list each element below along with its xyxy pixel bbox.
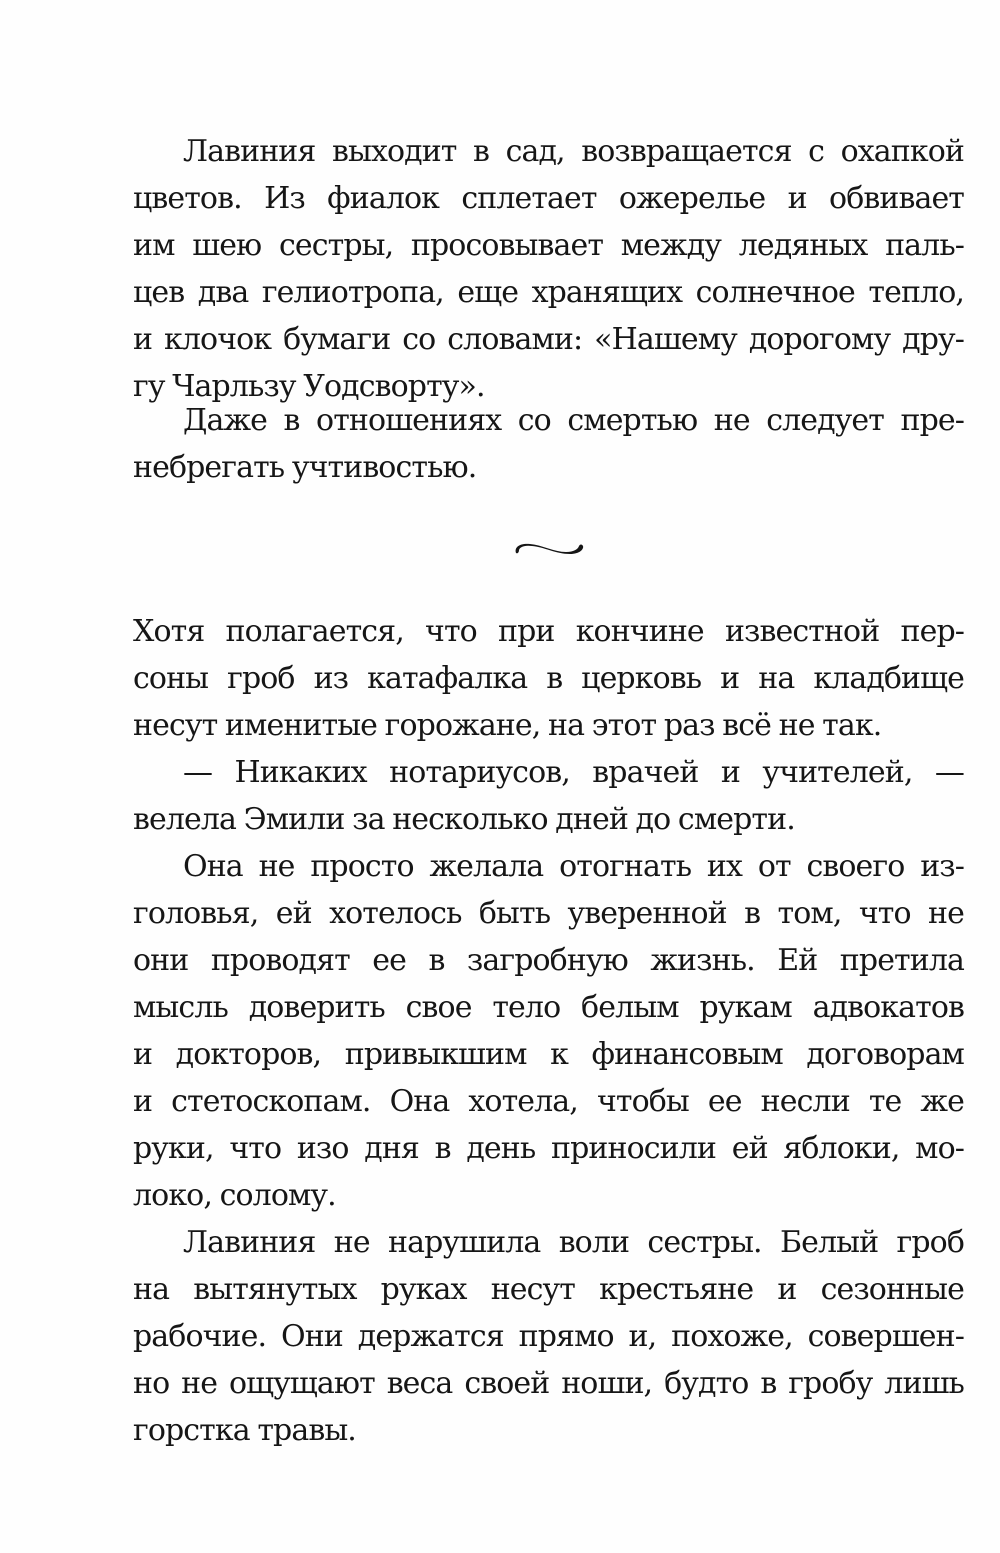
section-2 — [133, 608, 964, 1454]
text-line: руки, что изо дня в день приносили ей яблоки, мо- — [133, 1131, 964, 1166]
section-1 — [133, 128, 964, 410]
text-line: гу Чарльзу Уодсворту». — [133, 369, 485, 404]
paragraph — [133, 397, 964, 491]
text-line: рабочие. Они держатся прямо и, похоже, совершен- — [133, 1319, 964, 1354]
swash-tilde-ornament-icon — [508, 537, 588, 561]
text-line: Хотя полагается, что при кончине известной пер- — [133, 614, 964, 649]
text-line: головья, ей хотелось быть уверенной в том, что не — [133, 896, 964, 931]
text-line: велела Эмили за несколько дней до смерти. — [133, 802, 795, 837]
text-line: локо, солому. — [133, 1178, 336, 1213]
text-line: цев два гелиотропа, еще хранящих солнечное тепло, — [133, 275, 964, 310]
text-line: Лавиния не нарушила воли сестры. Белый гроб — [183, 1225, 964, 1260]
text-line: они проводят ее в загробную жизнь. Ей претила — [133, 943, 964, 978]
text-line: небрегать учтивостью. — [133, 450, 477, 485]
text-line: и докторов, привыкшим к финансовым договорам — [133, 1037, 964, 1072]
text-line: соны гроб из катафалка в церковь и на кладбище — [133, 661, 964, 696]
paragraph — [133, 843, 964, 1219]
text-line: им шею сестры, просовывает между ледяных паль- — [133, 228, 964, 263]
text-line: Она не просто желала отогнать их от своего из- — [183, 849, 964, 884]
text-line: цветов. Из фиалок сплетает ожерелье и обвивает — [133, 181, 964, 216]
paragraph — [133, 1219, 964, 1454]
text-line: мысль доверить свое тело белым рукам адвокатов — [133, 990, 964, 1025]
text-line: и клочок бумаги со словами: «Нашему дорогому дру- — [133, 322, 964, 357]
section-1-closing — [133, 397, 964, 491]
paragraph — [133, 128, 964, 410]
text-line: на вытянутых руках несут крестьяне и сезонные — [133, 1272, 964, 1307]
paragraph — [133, 608, 964, 749]
text-line: и стетоскопам. Она хотела, чтобы ее несли те же — [133, 1084, 964, 1119]
text-line: Лавиния выходит в сад, возвращается с охапкой — [183, 134, 964, 169]
dialogue-paragraph — [133, 749, 964, 843]
text-line: Даже в отношениях со смертью не следует пре- — [183, 403, 964, 438]
text-line: но не ощущают веса своей ноши, будто в гробу лишь — [133, 1366, 964, 1401]
text-line: несут именитые горожане, на этот раз всё не так. — [133, 708, 882, 743]
text-line: горстка травы. — [133, 1413, 356, 1448]
text-line: — Никаких нотариусов, врачей и учителей, — — [183, 755, 964, 790]
